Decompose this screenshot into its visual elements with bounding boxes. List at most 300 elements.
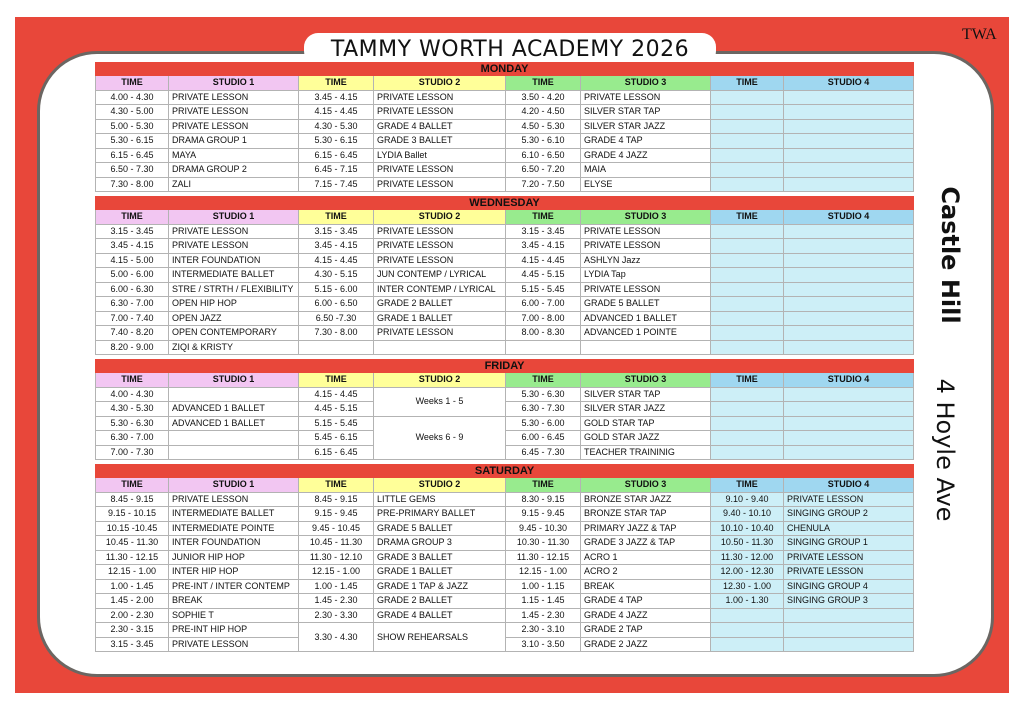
timetable [95, 62, 913, 652]
studio2-time: 7.15 - 7.45 [299, 177, 374, 192]
studio2-time: 6.00 - 6.50 [299, 297, 374, 312]
table-row [96, 550, 914, 565]
studio3-class: BRONZE STAR JAZZ [581, 492, 711, 507]
studio1-class [169, 431, 299, 446]
studio1-time: 6.30 - 7.00 [96, 297, 169, 312]
studio1-class: SOPHIE T [169, 608, 299, 623]
studio4-time [711, 239, 784, 254]
table-row [96, 239, 914, 254]
studio1-time: 5.00 - 5.30 [96, 119, 169, 134]
studio3-class: ASHLYN Jazz [581, 253, 711, 268]
studio2-time: 8.45 - 9.15 [299, 492, 374, 507]
column-header: TIME [96, 478, 169, 493]
table-row [96, 268, 914, 283]
studio3-time: 5.30 - 6.10 [506, 134, 581, 149]
studio2-class: PRE-PRIMARY BALLET [374, 507, 506, 522]
table-row [96, 340, 914, 355]
table-row [96, 521, 914, 536]
studio4-time [711, 637, 784, 652]
studio4-time [711, 253, 784, 268]
studio2-time: 1.45 - 2.30 [299, 594, 374, 609]
studio1-class: INTERMEDIATE BALLET [169, 268, 299, 283]
studio3-class: SILVER STAR TAP [581, 387, 711, 402]
studio3-class: PRIVATE LESSON [581, 239, 711, 254]
studio1-class: INTERMEDIATE POINTE [169, 521, 299, 536]
studio2-time: 5.15 - 5.45 [299, 416, 374, 431]
table-row [96, 326, 914, 341]
column-header: TIME [96, 373, 169, 388]
column-header: STUDIO 4 [784, 76, 914, 91]
table-row [96, 163, 914, 178]
studio3-time: 4.45 - 5.15 [506, 268, 581, 283]
academy-badge: TWA [962, 26, 997, 43]
studio4-time [711, 326, 784, 341]
column-header: STUDIO 3 [581, 76, 711, 91]
column-header: TIME [506, 210, 581, 225]
studio1-time: 12.15 - 1.00 [96, 565, 169, 580]
studio3-time: 9.45 - 10.30 [506, 521, 581, 536]
studio2-time: 4.30 - 5.15 [299, 268, 374, 283]
studio4-class [784, 326, 914, 341]
column-header: STUDIO 1 [169, 373, 299, 388]
column-header: TIME [506, 76, 581, 91]
studio4-class: PRIVATE LESSON [784, 492, 914, 507]
studio3-class: GRADE 4 TAP [581, 134, 711, 149]
studio4-class [784, 623, 914, 638]
studio3-class: LYDIA Tap [581, 268, 711, 283]
studio4-time [711, 134, 784, 149]
studio1-time: 4.30 - 5.30 [96, 402, 169, 417]
studio3-class: MAIA [581, 163, 711, 178]
studio4-class [784, 134, 914, 149]
location-street: 4 Hoyle Ave [931, 378, 959, 522]
studio1-class: INTER FOUNDATION [169, 536, 299, 551]
table-row [96, 492, 914, 507]
column-header: STUDIO 2 [374, 478, 506, 493]
studio4-time [711, 445, 784, 460]
studio3-time: 2.30 - 3.10 [506, 623, 581, 638]
studio3-time: 1.45 - 2.30 [506, 608, 581, 623]
studio2-time: 3.45 - 4.15 [299, 90, 374, 105]
studio3-class: PRIMARY JAZZ & TAP [581, 521, 711, 536]
studio2-class: SHOW REHEARSALS [374, 623, 506, 652]
studio1-class: ADVANCED 1 BALLET [169, 402, 299, 417]
studio3-time: 3.10 - 3.50 [506, 637, 581, 652]
studio4-class [784, 311, 914, 326]
studio2-weeks-note: Weeks 6 - 9 [374, 416, 506, 460]
studio1-class: DRAMA GROUP 2 [169, 163, 299, 178]
studio4-time [711, 297, 784, 312]
studio1-time: 10.45 - 11.30 [96, 536, 169, 551]
studio4-time [711, 402, 784, 417]
studio4-time [711, 608, 784, 623]
studio4-class [784, 340, 914, 355]
monday-table [95, 62, 914, 192]
studio3-time: 11.30 - 12.15 [506, 550, 581, 565]
studio3-time: 6.10 - 6.50 [506, 148, 581, 163]
table-row [96, 445, 914, 460]
column-header: STUDIO 2 [374, 210, 506, 225]
column-header: TIME [299, 478, 374, 493]
studio3-time: 4.15 - 4.45 [506, 253, 581, 268]
studio4-class [784, 445, 914, 460]
column-header: STUDIO 4 [784, 373, 914, 388]
column-header: TIME [96, 76, 169, 91]
studio1-time: 8.20 - 9.00 [96, 340, 169, 355]
studio2-time: 4.45 - 5.15 [299, 402, 374, 417]
studio4-class: SINGING GROUP 3 [784, 594, 914, 609]
studio1-time: 7.30 - 8.00 [96, 177, 169, 192]
table-row [96, 536, 914, 551]
saturday-table [95, 464, 914, 652]
studio4-class: CHENULA [784, 521, 914, 536]
studio3-class: GOLD STAR TAP [581, 416, 711, 431]
studio2-class: PRIVATE LESSON [374, 177, 506, 192]
studio3-time: 4.50 - 5.30 [506, 119, 581, 134]
studio1-time: 3.45 - 4.15 [96, 239, 169, 254]
studio2-class: GRADE 4 BALLET [374, 608, 506, 623]
table-row [96, 224, 914, 239]
column-header: TIME [506, 478, 581, 493]
studio1-time: 6.30 - 7.00 [96, 431, 169, 446]
studio3-class: PRIVATE LESSON [581, 224, 711, 239]
studio1-class: PRE-INT / INTER CONTEMP [169, 579, 299, 594]
studio3-class: GRADE 5 BALLET [581, 297, 711, 312]
studio4-class [784, 105, 914, 120]
studio4-time [711, 90, 784, 105]
studio4-time [711, 163, 784, 178]
studio1-class: PRIVATE LESSON [169, 492, 299, 507]
studio1-class: INTERMEDIATE BALLET [169, 507, 299, 522]
column-header: TIME [506, 373, 581, 388]
studio4-time: 9.40 - 10.10 [711, 507, 784, 522]
studio4-time [711, 224, 784, 239]
studio3-time: 3.50 - 4.20 [506, 90, 581, 105]
studio1-class: JUNIOR HIP HOP [169, 550, 299, 565]
studio2-class: GRADE 3 BALLET [374, 134, 506, 149]
studio2-class: PRIVATE LESSON [374, 105, 506, 120]
studio3-class: ADVANCED 1 BALLET [581, 311, 711, 326]
studio1-time: 6.00 - 6.30 [96, 282, 169, 297]
studio4-class [784, 177, 914, 192]
studio4-class: SINGING GROUP 2 [784, 507, 914, 522]
table-row [96, 431, 914, 446]
studio1-time: 1.00 - 1.45 [96, 579, 169, 594]
studio1-class: ZALI [169, 177, 299, 192]
studio4-time: 12.30 - 1.00 [711, 579, 784, 594]
column-header: STUDIO 1 [169, 210, 299, 225]
studio3-class: ADVANCED 1 POINTE [581, 326, 711, 341]
studio4-class: SINGING GROUP 4 [784, 579, 914, 594]
studio3-time: 10.30 - 11.30 [506, 536, 581, 551]
studio1-class: PRIVATE LESSON [169, 224, 299, 239]
table-row [96, 282, 914, 297]
studio2-class: GRADE 2 BALLET [374, 594, 506, 609]
studio2-time: 5.45 - 6.15 [299, 431, 374, 446]
table-row [96, 148, 914, 163]
studio4-class [784, 416, 914, 431]
table-row [96, 177, 914, 192]
studio1-time: 6.15 - 6.45 [96, 148, 169, 163]
studio3-time: 5.30 - 6.30 [506, 387, 581, 402]
studio3-class [581, 340, 711, 355]
studio3-class: BRONZE STAR TAP [581, 507, 711, 522]
studio2-class: LYDIA Ballet [374, 148, 506, 163]
studio4-class: PRIVATE LESSON [784, 565, 914, 580]
studio3-time: 6.50 - 7.20 [506, 163, 581, 178]
studio4-class [784, 119, 914, 134]
studio2-time: 4.15 - 4.45 [299, 387, 374, 402]
studio1-time: 4.15 - 5.00 [96, 253, 169, 268]
studio1-class: PRIVATE LESSON [169, 119, 299, 134]
studio2-class: INTER CONTEMP / LYRICAL [374, 282, 506, 297]
studio1-class: PRIVATE LESSON [169, 239, 299, 254]
studio3-class: GRADE 3 JAZZ & TAP [581, 536, 711, 551]
column-header: STUDIO 1 [169, 478, 299, 493]
column-header: STUDIO 4 [784, 478, 914, 493]
studio2-class: GRADE 1 TAP & JAZZ [374, 579, 506, 594]
studio3-class: PRIVATE LESSON [581, 282, 711, 297]
studio1-class: PRIVATE LESSON [169, 105, 299, 120]
studio1-class: STRE / STRTH / FLEXIBILITY [169, 282, 299, 297]
studio1-time: 2.00 - 2.30 [96, 608, 169, 623]
studio3-class: SILVER STAR JAZZ [581, 119, 711, 134]
studio3-class: GOLD STAR JAZZ [581, 431, 711, 446]
studio3-time: 1.15 - 1.45 [506, 594, 581, 609]
studio1-time: 5.30 - 6.30 [96, 416, 169, 431]
studio2-time: 3.30 - 4.30 [299, 623, 374, 652]
studio4-time [711, 119, 784, 134]
column-header: STUDIO 4 [784, 210, 914, 225]
studio3-class: ELYSE [581, 177, 711, 192]
studio1-time: 6.50 - 7.30 [96, 163, 169, 178]
studio4-time: 11.30 - 12.00 [711, 550, 784, 565]
studio4-time: 10.10 - 10.40 [711, 521, 784, 536]
studio4-time [711, 416, 784, 431]
studio2-class: LITTLE GEMS [374, 492, 506, 507]
studio2-time: 4.30 - 5.30 [299, 119, 374, 134]
studio3-time: 12.15 - 1.00 [506, 565, 581, 580]
column-header: TIME [711, 478, 784, 493]
studio2-class: GRADE 5 BALLET [374, 521, 506, 536]
studio2-class: PRIVATE LESSON [374, 90, 506, 105]
table-row [96, 90, 914, 105]
studio2-class: GRADE 1 BALLET [374, 565, 506, 580]
studio2-class: PRIVATE LESSON [374, 224, 506, 239]
day-heading: SATURDAY [96, 465, 914, 478]
studio2-time: 4.15 - 4.45 [299, 105, 374, 120]
studio3-time: 6.00 - 6.45 [506, 431, 581, 446]
studio3-time: 9.15 - 9.45 [506, 507, 581, 522]
studio3-class: SILVER STAR JAZZ [581, 402, 711, 417]
studio2-class: GRADE 1 BALLET [374, 311, 506, 326]
column-header: STUDIO 3 [581, 210, 711, 225]
studio4-class [784, 163, 914, 178]
studio2-time: 12.15 - 1.00 [299, 565, 374, 580]
studio2-class: PRIVATE LESSON [374, 253, 506, 268]
studio3-time: 4.20 - 4.50 [506, 105, 581, 120]
studio4-time: 10.50 - 11.30 [711, 536, 784, 551]
studio1-class: PRIVATE LESSON [169, 637, 299, 652]
studio2-class: PRIVATE LESSON [374, 326, 506, 341]
column-header: TIME [299, 373, 374, 388]
studio3-time: 1.00 - 1.15 [506, 579, 581, 594]
column-header: STUDIO 3 [581, 373, 711, 388]
studio3-time: 3.15 - 3.45 [506, 224, 581, 239]
studio2-class [374, 340, 506, 355]
wednesday-table [95, 196, 914, 355]
studio1-class: ADVANCED 1 BALLET [169, 416, 299, 431]
column-header: STUDIO 1 [169, 76, 299, 91]
studio1-time: 7.00 - 7.30 [96, 445, 169, 460]
studio3-class: GRADE 2 JAZZ [581, 637, 711, 652]
studio1-time: 1.45 - 2.00 [96, 594, 169, 609]
studio3-class: ACRO 1 [581, 550, 711, 565]
studio4-time [711, 387, 784, 402]
table-row [96, 253, 914, 268]
studio3-time: 7.00 - 8.00 [506, 311, 581, 326]
studio3-time: 7.20 - 7.50 [506, 177, 581, 192]
studio3-time [506, 340, 581, 355]
column-header: TIME [711, 76, 784, 91]
studio2-time: 6.15 - 6.45 [299, 148, 374, 163]
studio2-time: 1.00 - 1.45 [299, 579, 374, 594]
studio2-time [299, 340, 374, 355]
day-heading: FRIDAY [96, 360, 914, 373]
studio2-time: 9.45 - 10.45 [299, 521, 374, 536]
studio4-time [711, 148, 784, 163]
studio4-class [784, 148, 914, 163]
studio3-class: BREAK [581, 579, 711, 594]
studio2-time: 3.15 - 3.45 [299, 224, 374, 239]
studio4-class [784, 282, 914, 297]
table-row [96, 416, 914, 431]
studio3-class: GRADE 4 JAZZ [581, 608, 711, 623]
studio1-time: 7.40 - 8.20 [96, 326, 169, 341]
table-row [96, 402, 914, 417]
studio4-time: 9.10 - 9.40 [711, 492, 784, 507]
studio4-time [711, 623, 784, 638]
studio4-class [784, 608, 914, 623]
studio3-time: 6.00 - 7.00 [506, 297, 581, 312]
studio1-time: 3.15 - 3.45 [96, 224, 169, 239]
column-header: STUDIO 2 [374, 76, 506, 91]
table-row [96, 311, 914, 326]
studio2-class: DRAMA GROUP 3 [374, 536, 506, 551]
studio4-time [711, 431, 784, 446]
studio3-class: GRADE 4 JAZZ [581, 148, 711, 163]
studio3-time: 3.45 - 4.15 [506, 239, 581, 254]
studio2-class: JUN CONTEMP / LYRICAL [374, 268, 506, 283]
column-header: STUDIO 3 [581, 478, 711, 493]
studio4-class [784, 637, 914, 652]
studio4-time: 12.00 - 12.30 [711, 565, 784, 580]
studio4-class [784, 239, 914, 254]
studio1-time: 5.30 - 6.15 [96, 134, 169, 149]
column-header: TIME [299, 76, 374, 91]
table-row [96, 594, 914, 609]
studio1-time: 4.00 - 4.30 [96, 387, 169, 402]
studio2-time: 11.30 - 12.10 [299, 550, 374, 565]
studio1-class [169, 445, 299, 460]
studio1-class: OPEN JAZZ [169, 311, 299, 326]
studio3-class: TEACHER TRAININIG [581, 445, 711, 460]
studio1-class: INTER FOUNDATION [169, 253, 299, 268]
studio3-time: 5.30 - 6.00 [506, 416, 581, 431]
studio1-time: 2.30 - 3.15 [96, 623, 169, 638]
studio4-time [711, 282, 784, 297]
studio2-class: PRIVATE LESSON [374, 239, 506, 254]
studio4-class [784, 431, 914, 446]
studio1-class: DRAMA GROUP 1 [169, 134, 299, 149]
studio1-time: 5.00 - 6.00 [96, 268, 169, 283]
table-row [96, 579, 914, 594]
studio3-time: 5.15 - 5.45 [506, 282, 581, 297]
studio1-class: ZIQI & KRISTY [169, 340, 299, 355]
studio3-time: 6.45 - 7.30 [506, 445, 581, 460]
table-row [96, 507, 914, 522]
studio4-time [711, 268, 784, 283]
studio4-class [784, 387, 914, 402]
studio4-class [784, 402, 914, 417]
studio4-time [711, 105, 784, 120]
studio4-time [711, 340, 784, 355]
studio1-class: PRIVATE LESSON [169, 90, 299, 105]
column-header: TIME [299, 210, 374, 225]
studio4-time [711, 311, 784, 326]
studio3-class: PRIVATE LESSON [581, 90, 711, 105]
studio3-class: GRADE 4 TAP [581, 594, 711, 609]
column-header: TIME [711, 210, 784, 225]
studio2-time: 10.45 - 11.30 [299, 536, 374, 551]
studio1-time: 9.15 - 10.15 [96, 507, 169, 522]
studio2-class: GRADE 2 BALLET [374, 297, 506, 312]
studio2-time: 5.30 - 6.15 [299, 134, 374, 149]
table-row [96, 134, 914, 149]
studio4-time: 1.00 - 1.30 [711, 594, 784, 609]
studio1-class: PRE-INT HIP HOP [169, 623, 299, 638]
column-header: TIME [711, 373, 784, 388]
studio2-time: 4.15 - 4.45 [299, 253, 374, 268]
studio2-class: GRADE 4 BALLET [374, 119, 506, 134]
location-suburb: Castle Hill [936, 186, 964, 324]
studio1-time: 11.30 - 12.15 [96, 550, 169, 565]
table-row [96, 608, 914, 623]
studio1-time: 7.00 - 7.40 [96, 311, 169, 326]
column-header: STUDIO 2 [374, 373, 506, 388]
studio2-time: 6.50 -7.30 [299, 311, 374, 326]
studio1-time: 10.15 -10.45 [96, 521, 169, 536]
table-row [96, 119, 914, 134]
studio1-time: 4.30 - 5.00 [96, 105, 169, 120]
table-row [96, 297, 914, 312]
studio4-class [784, 297, 914, 312]
table-row [96, 637, 914, 652]
studio2-time: 2.30 - 3.30 [299, 608, 374, 623]
studio3-class: SILVER STAR TAP [581, 105, 711, 120]
studio3-time: 6.30 - 7.30 [506, 402, 581, 417]
studio1-time: 8.45 - 9.15 [96, 492, 169, 507]
table-row [96, 105, 914, 120]
studio1-class: OPEN HIP HOP [169, 297, 299, 312]
column-header: TIME [96, 210, 169, 225]
studio2-time: 7.30 - 8.00 [299, 326, 374, 341]
day-heading: WEDNESDAY [96, 197, 914, 210]
friday-table [95, 359, 914, 460]
studio1-class: BREAK [169, 594, 299, 609]
studio1-time: 3.15 - 3.45 [96, 637, 169, 652]
studio4-class [784, 253, 914, 268]
